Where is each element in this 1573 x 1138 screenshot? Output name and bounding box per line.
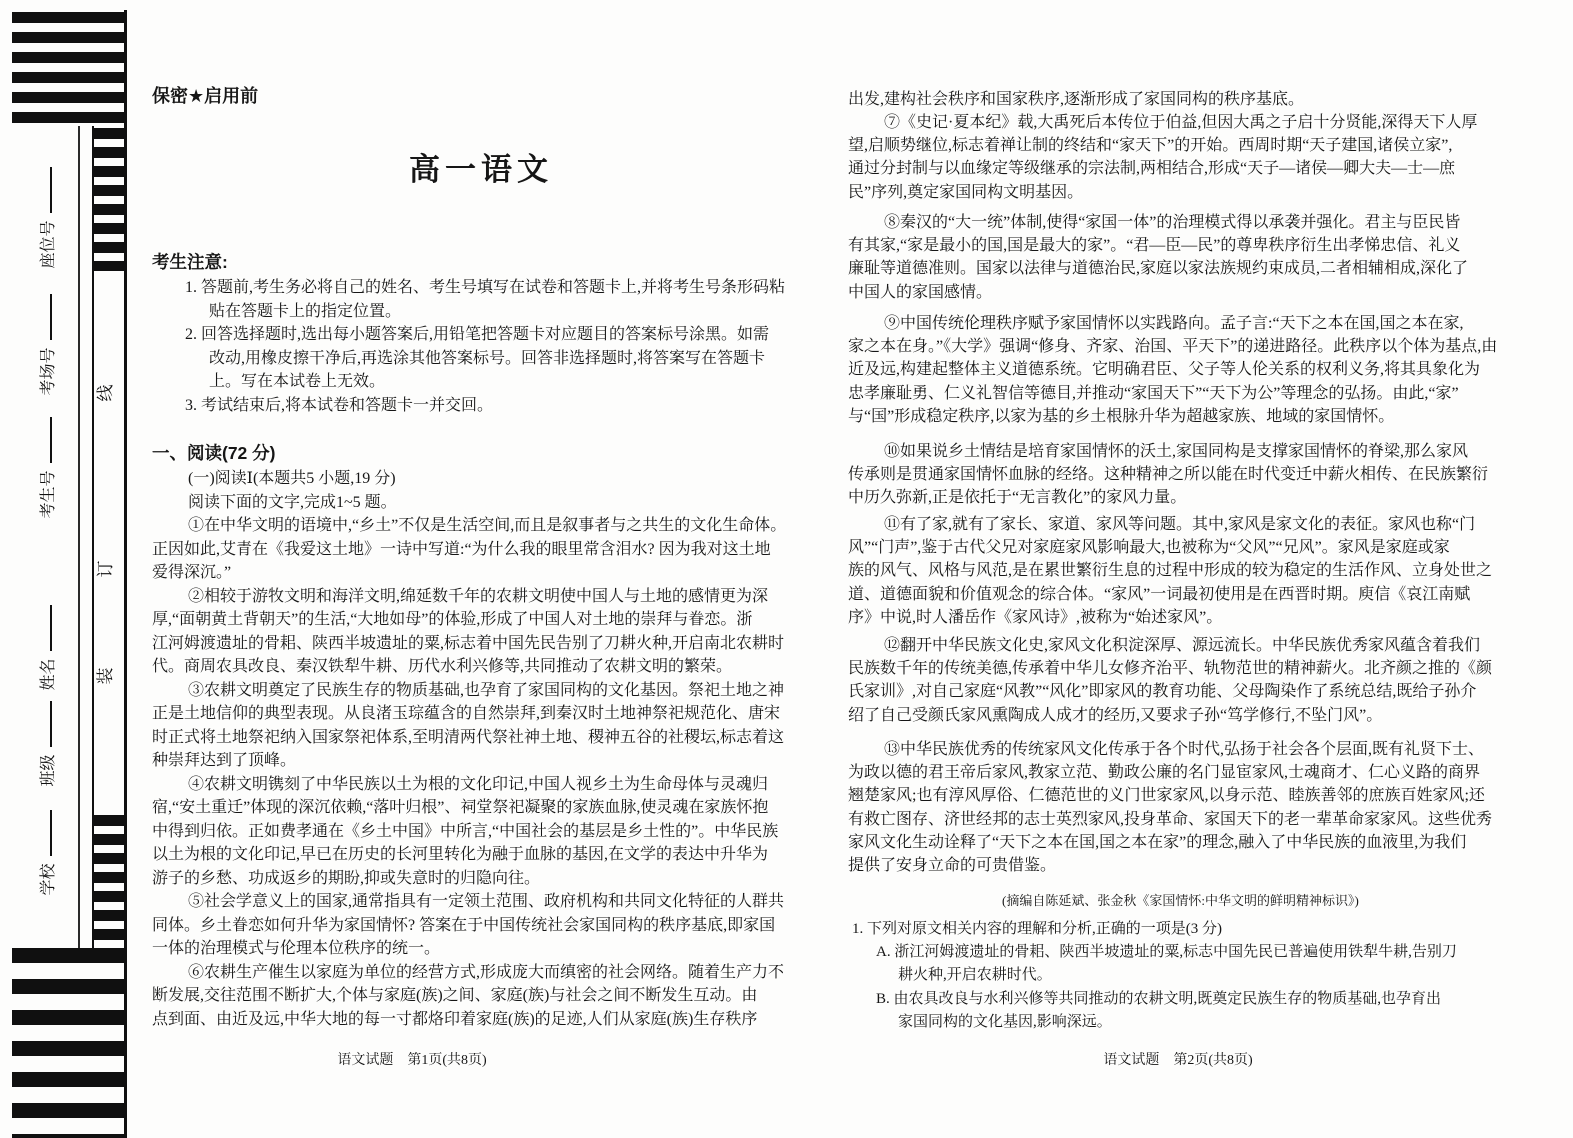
body-line: 中国人的家国感情。 bbox=[848, 283, 993, 301]
body-line: ⑦《史记·夏本纪》载,大禹死后本传位于伯益,但因大禹之子启十分贤能,深得天下人厚 bbox=[884, 114, 1478, 131]
body-line: 廉耻等道德准则。国家以法律与道德治民,家庭以家法族规约束成员,二者相辅相成,深化了 bbox=[848, 260, 1469, 278]
binding-column-left-rule bbox=[92, 126, 94, 948]
body-line: 正因如此,艾青在《我爱这土地》一诗中写道:“为什么我的眼里常含泪水? 因为我对这土地 bbox=[152, 540, 771, 558]
binding-char-3: 装 bbox=[96, 667, 115, 685]
body-line: ⑤社会学意义上的国家,通常指具有一定领土范围、政府机构和共同文化特征的人群共 bbox=[188, 893, 785, 910]
notice-header: 考生注意: bbox=[152, 252, 228, 272]
question-line: 1. 下列对原文相关内容的理解和分析,正确的一项是(3 分) bbox=[852, 921, 1222, 937]
body-line: 近及远,构建起整体主义道德系统。它明确君臣、父子等人伦关系的权利义务,将其具象化为 bbox=[848, 361, 1481, 379]
notice-line: 3. 考试结束后,将本试卷和答题卡一并交回。 bbox=[185, 397, 494, 414]
field-blank-line bbox=[50, 606, 52, 652]
notice-line: 1. 答题前,考生务必将自己的姓名、考生号填写在试卷和答题卡上,并将考生号条形码粘 bbox=[185, 279, 786, 296]
body-line: ⑥农耕生产催生以家庭为单位的经营方式,形成庞大而缜密的社会网络。随着生产力不 bbox=[188, 963, 785, 981]
body-line: 与“国”形成稳定秩序,以家为基的乡土根脉升华为超越家族、地域的家国情怀。 bbox=[848, 407, 1395, 425]
body-line: 中历久弥新,正是依托于“无言教化”的家风力量。 bbox=[848, 489, 1187, 507]
body-line: 游子的乡愁、功成返乡的期盼,抑或失意时的归隐向往。 bbox=[152, 869, 541, 887]
body-line: (一)阅读Ⅰ(本题共5 小题,19 分) bbox=[188, 470, 396, 487]
question-line: 耕火种,开启农耕时代。 bbox=[898, 967, 1052, 984]
notice-line: 上。写在本试卷上无效。 bbox=[209, 373, 386, 391]
notice-line: 2. 回答选择题时,选出每小题答案后,用铅笔把答题卡对应题目的答案标号涂黑。如需 bbox=[185, 326, 770, 344]
body-line: 翘楚家风;也有淳风厚俗、仁德范世的义门世家家风,以身示范、睦族善邻的庶族百姓家风;还 bbox=[848, 787, 1485, 805]
field-label-text: 考生号 bbox=[39, 470, 57, 519]
page-2 bbox=[848, 0, 1538, 1138]
section-header-reading: 一、阅读(72 分) bbox=[152, 443, 276, 463]
body-line: 种崇拜达到了顶峰。 bbox=[152, 752, 297, 769]
body-line: 为政以德的君王帝后家风,教家立范、勤政公廉的名门显宦家风,士魂商才、仁心义路的商界 bbox=[848, 764, 1481, 782]
body-line: 点到面、由近及远,中华大地的每一寸都烙印着家庭(族)的足迹,人们从家庭(族)生存秩序 bbox=[152, 1010, 758, 1028]
body-line: ④农耕文明镌刻了中华民族以土为根的文化印记,中国人视乡土为生命母体与灵魂归 bbox=[188, 775, 769, 793]
field-blank-line bbox=[50, 811, 52, 857]
field-label-2 bbox=[36, 285, 56, 405]
body-line: ⑪有了家,就有了家长、家道、家风等问题。其中,家风是家文化的表征。家风也称“门 bbox=[884, 516, 1476, 533]
page1-footer: 语文试题 第1页(共8页) bbox=[337, 1053, 487, 1068]
body-line: ②相较于游牧文明和海洋文明,绵延数千年的农耕文明使中国人与土地的感情更为深 bbox=[188, 587, 769, 605]
body-line: 代。商周农具改良、秦汉铁犁牛耕、历代水利兴修等,共同推动了农耕文明的繁荣。 bbox=[152, 658, 733, 675]
body-line: 出发,建构社会秩序和国家秩序,逐渐形成了家国同构的秩序基底。 bbox=[848, 91, 1305, 108]
body-line: ③农耕文明奠定了民族生存的物质基础,也孕育了家国同构的文化基因。祭祀土地之神 bbox=[188, 681, 785, 699]
body-line: 氏家训》,对自己家庭“风教”“风化”即家风的教育功能、父母陶染作了系统总结,既给子孙介 bbox=[848, 683, 1477, 701]
body-line: ⑬中华民族优秀的传统家风文化传承于各个时代,弘扬于社会各个层面,既有礼贤下士、 bbox=[884, 741, 1485, 758]
body-line: 厚,“面朝黄土背朝天”的生活,“大地如母”的体验,形成了中国人对土地的崇拜与眷恋。浙 bbox=[152, 611, 753, 628]
body-line: 有其家,“家是最小的国,国是最大的家”。“君—臣—民”的尊卑秩序衍生出孝悌忠信、礼义 bbox=[848, 237, 1461, 255]
body-line: 忠孝廉耻勇、仁义礼智信等德目,并推动“家国天下”“天下为公”等理念的弘扬。由此,“家” bbox=[848, 384, 1459, 402]
body-line: 江河姆渡遗址的骨耜、陕西半坡遗址的粟,标志着中国先民告别了刀耕火种,开启南北农耕时 bbox=[152, 634, 785, 652]
body-line: ⑩如果说乡土情结是培育家国情怀的沃土,家国同构是支撑家国情怀的脊梁,那么家风 bbox=[884, 443, 1469, 460]
body-line: 一体的治理模式与伦理本位秩序的统一。 bbox=[152, 940, 441, 957]
body-line: 提供了安身立命的可贵借鉴。 bbox=[848, 857, 1057, 874]
binding-char-1: 线 bbox=[96, 384, 115, 402]
body-line: 道、道德面貌和价值观念的综合体。“家风”一词最初使用是在西晋时期。庾信《哀江南赋 bbox=[848, 585, 1471, 603]
field-label-text: 考场号 bbox=[39, 347, 57, 396]
binding-column-right-rule bbox=[124, 10, 127, 1138]
barcode-bottom-wide bbox=[12, 948, 126, 1138]
body-line: 同体。乡土眷恋如何升华为家国情怀? 答案在于中国传统社会家国同构的秩序基底,即家国 bbox=[152, 916, 776, 934]
binding-char-2: 订 bbox=[96, 560, 115, 578]
body-line: ⑨中国传统伦理秩序赋予家国情怀以实践路向。孟子言:“天下之本在国,国之本在家, bbox=[884, 315, 1464, 332]
body-line: 望,启顺势继位,标志着禅让制的终结和“家天下”的开始。西周时期“天子建国,诸侯立家”, bbox=[848, 137, 1453, 155]
body-line: 绍了自己受颜氏家风熏陶成人成才的经历,又要求子孙“笃学修行,不坠门风”。 bbox=[848, 706, 1383, 724]
body-line: 民族数千年的传统美德,传承着中华儿女修齐治平、轨物范世的精神薪火。北齐颜之推的《颜 bbox=[848, 660, 1493, 678]
paper-title: 高一语文 bbox=[409, 152, 553, 187]
body-line: 家之本在身。”《大学》强调“修身、齐家、治国、平天下”的递进路径。此秩序以个体为基点,由 bbox=[848, 338, 1498, 356]
body-line: ⑫翻开中华民族文化史,家风文化积淀深厚、源远流长。中华民族优秀家风蕴含着我们 bbox=[884, 637, 1481, 654]
body-line: 传承则是贯通家国情怀血脉的经络。这种精神之所以能在时代变迁中薪火相传、在民族繁衍 bbox=[848, 466, 1489, 484]
body-line: 序》中说,时人潘岳作《家风诗》,被称为“始述家风”。 bbox=[848, 608, 1223, 626]
body-line: 断发展,交往范围不断扩大,个体与家庭(族)之间、家庭(族)与社会之间不断发生互动。由 bbox=[152, 987, 758, 1004]
security-notice: 保密★启用前 bbox=[152, 86, 259, 106]
field-label-6 bbox=[36, 793, 56, 913]
source-attribution: (摘编自陈延斌、张金秋《家国情怀:中华文明的鲜明精神标识》) bbox=[1002, 893, 1359, 908]
field-blank-line bbox=[50, 702, 52, 748]
field-label-text: 姓名 bbox=[39, 658, 57, 691]
field-label-text: 学校 bbox=[39, 863, 57, 896]
body-line: 爱得深沉。” bbox=[152, 564, 232, 581]
page2-footer: 语文试题 第2页(共8页) bbox=[1103, 1053, 1253, 1068]
field-label-3 bbox=[36, 408, 56, 528]
body-line: 时正式将土地祭祀纳入国家祭祀体系,至明清两代祭社神土地、稷神五谷的社稷坛,标志着这 bbox=[152, 728, 785, 746]
body-line: 阅读下面的文字,完成1~5 题。 bbox=[188, 493, 397, 511]
barcode-bottom-narrow bbox=[93, 815, 126, 948]
question-line: A. 浙江河姆渡遗址的骨耜、陕西半坡遗址的粟,标志中国先民已普遍使用铁犁牛耕,告别刀 bbox=[876, 944, 1457, 961]
body-line: 通过分封制与以血缘定等级继承的宗法制,两相结合,形成“天子—诸侯—卿大夫—士—庶 bbox=[848, 160, 1456, 178]
body-line: 中得到归依。正如费孝通在《乡土中国》中所言,“中国社会的基层是乡土性的”。中华民族 bbox=[152, 822, 779, 840]
question-line: B. 由农具改良与水利兴修等共同推动的农耕文明,既奠定民族生存的物质基础,也孕育出 bbox=[876, 990, 1442, 1007]
field-blank-line bbox=[50, 418, 52, 464]
body-line: 正是土地信仰的典型表现。从良渚玉琮蕴含的自然崇拜,到秦汉时土地神祭祀规范化、唐宋 bbox=[152, 705, 781, 722]
field-label-1 bbox=[36, 158, 56, 278]
body-line: ⑧秦汉的“大一统”体制,使得“家国一体”的治理模式得以承袭并强化。君主与臣民皆 bbox=[884, 214, 1461, 231]
field-label-text: 班级 bbox=[39, 754, 57, 787]
field-blank-line bbox=[50, 168, 52, 214]
field-label-text: 座位号 bbox=[39, 220, 57, 269]
body-line: 以土为根的文化印记,早已在历史的长河里转化为融于血脉的基因,在文学的表达中升华为 bbox=[152, 846, 769, 863]
binding-line-inner-rule bbox=[78, 126, 80, 948]
body-line: 宿,“安土重迁”体现的深沉依赖,“落叶归根”、祠堂祭祀凝聚的家族血脉,使灵魂在家族怀抱 bbox=[152, 799, 769, 816]
body-line: ①在中华文明的语境中,“乡土”不仅是生活空间,而且是叙事者与之共生的文化生命体。 bbox=[188, 517, 787, 534]
field-blank-line bbox=[50, 295, 52, 341]
barcode-top-wide bbox=[12, 12, 126, 126]
field-label-5 bbox=[36, 684, 56, 804]
notice-line: 改动,用橡皮擦干净后,再选涂其他答案标号。回答非选择题时,将答案写在答题卡 bbox=[209, 349, 766, 367]
question-line: 家国同构的文化基因,影响深远。 bbox=[898, 1013, 1112, 1030]
body-line: 族的风气、风格与风范,是在累世繁衍生息的过程中形成的较为稳定的生活作风、立身处世之 bbox=[848, 562, 1493, 580]
body-line: 家风文化生动诠释了“天下之本在国,国之本在家”的理念,融入了中华民族的血液里,为我们 bbox=[848, 833, 1467, 851]
page-1 bbox=[152, 0, 810, 1138]
barcode-top-narrow bbox=[93, 128, 126, 271]
notice-line: 贴在答题卡上的指定位置。 bbox=[209, 302, 402, 320]
binding-margin bbox=[0, 0, 150, 1138]
body-line: 民”序列,奠定家国同构文明基因。 bbox=[848, 183, 1084, 201]
body-line: 风”“门声”,鉴于古代父兄对家庭家风影响最大,也被称为“父风”“兄风”。家风是家庭或家 bbox=[848, 539, 1450, 557]
body-line: 有救亡图存、济世经邦的志士英烈家风,投身革命、家国天下的老一辈革命家家风。这些优秀 bbox=[848, 810, 1493, 828]
